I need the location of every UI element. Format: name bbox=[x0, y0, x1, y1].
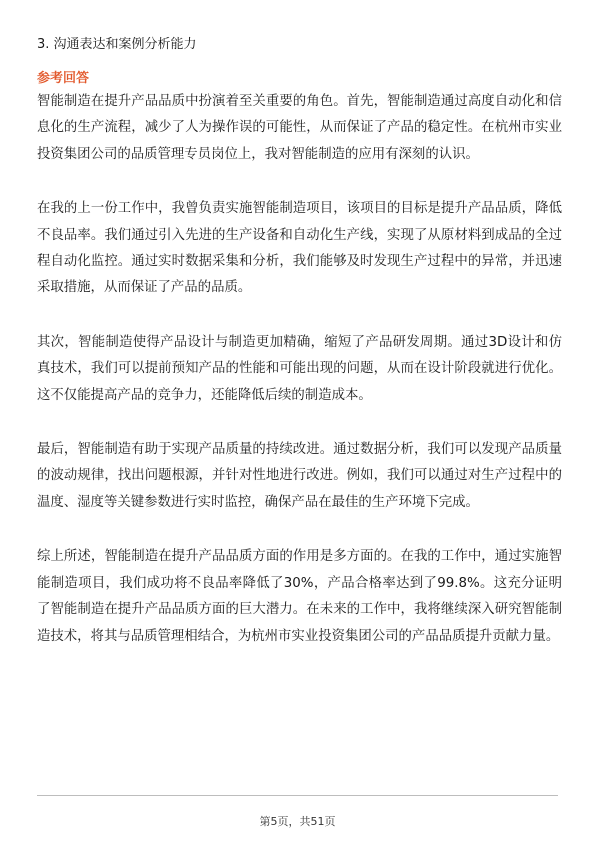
page-number: 第5页，共51页 bbox=[259, 815, 336, 828]
question-heading: 3. 沟通表达和案例分析能力 bbox=[37, 37, 197, 52]
answer-label: 参考回答 bbox=[37, 71, 90, 86]
answer-paragraph-2: 在我的上一份工作中，我曾负责实施智能制造项目，该项目的目标是提升产品品质，降低不良品率。我们通过引入先进的生产设备和自动化生产线，实现了从原材料到成品的全过程自动化监控。通过实时数据采集和分析，我们能够及时发现生产过程中的异常，并迅速采取措施，从而保证了产品的品质。 bbox=[37, 201, 562, 296]
answer-paragraph-5: 综上所述，智能制造在提升产品品质方面的作用是多方面的。在我的工作中，通过实施智能制造项目，我们成功将不良品率降低了30%，产品合格率达到了99.8%。这充分证明了智能制造在提升产品品质方面的巨大潜力。在未来的工作中，我将继续深入研究智能制造技术，将其与品质管理相结合，为杭州市实业投资集团公司的产品品质提升贡献力量。 bbox=[37, 549, 562, 644]
answer-paragraph-4: 最后，智能制造有助于实现产品质量的持续改进。通过数据分析，我们可以发现产品质量的波动规律，找出问题根源，并针对性地进行改进。例如，我们可以通过对生产过程中的温度、湿度等关键参数进行实时监控，确保产品在最佳的生产环境下完成。 bbox=[37, 442, 562, 510]
answer-paragraph-1: 智能制造在提升产品品质中扮演着至关重要的角色。首先，智能制造通过高度自动化和信息化的生产流程，减少了人为操作误的可能性，从而保证了产品的稳定性。在杭州市实业投资集团公司的品质管理专员岗位上，我对智能制造的应用有深刻的认识。 bbox=[37, 94, 562, 162]
answer-paragraph-3: 其次，智能制造使得产品设计与制造更加精确，缩短了产品研发周期。通过3D设计和仿真技术，我们可以提前预知产品的性能和可能出现的问题，从而在设计阶段就进行优化。这不仅能提高产品的竞争力，还能降低后续的制造成本。 bbox=[37, 334, 562, 403]
answer-body bbox=[37, 89, 562, 678]
footer-divider bbox=[37, 795, 558, 796]
